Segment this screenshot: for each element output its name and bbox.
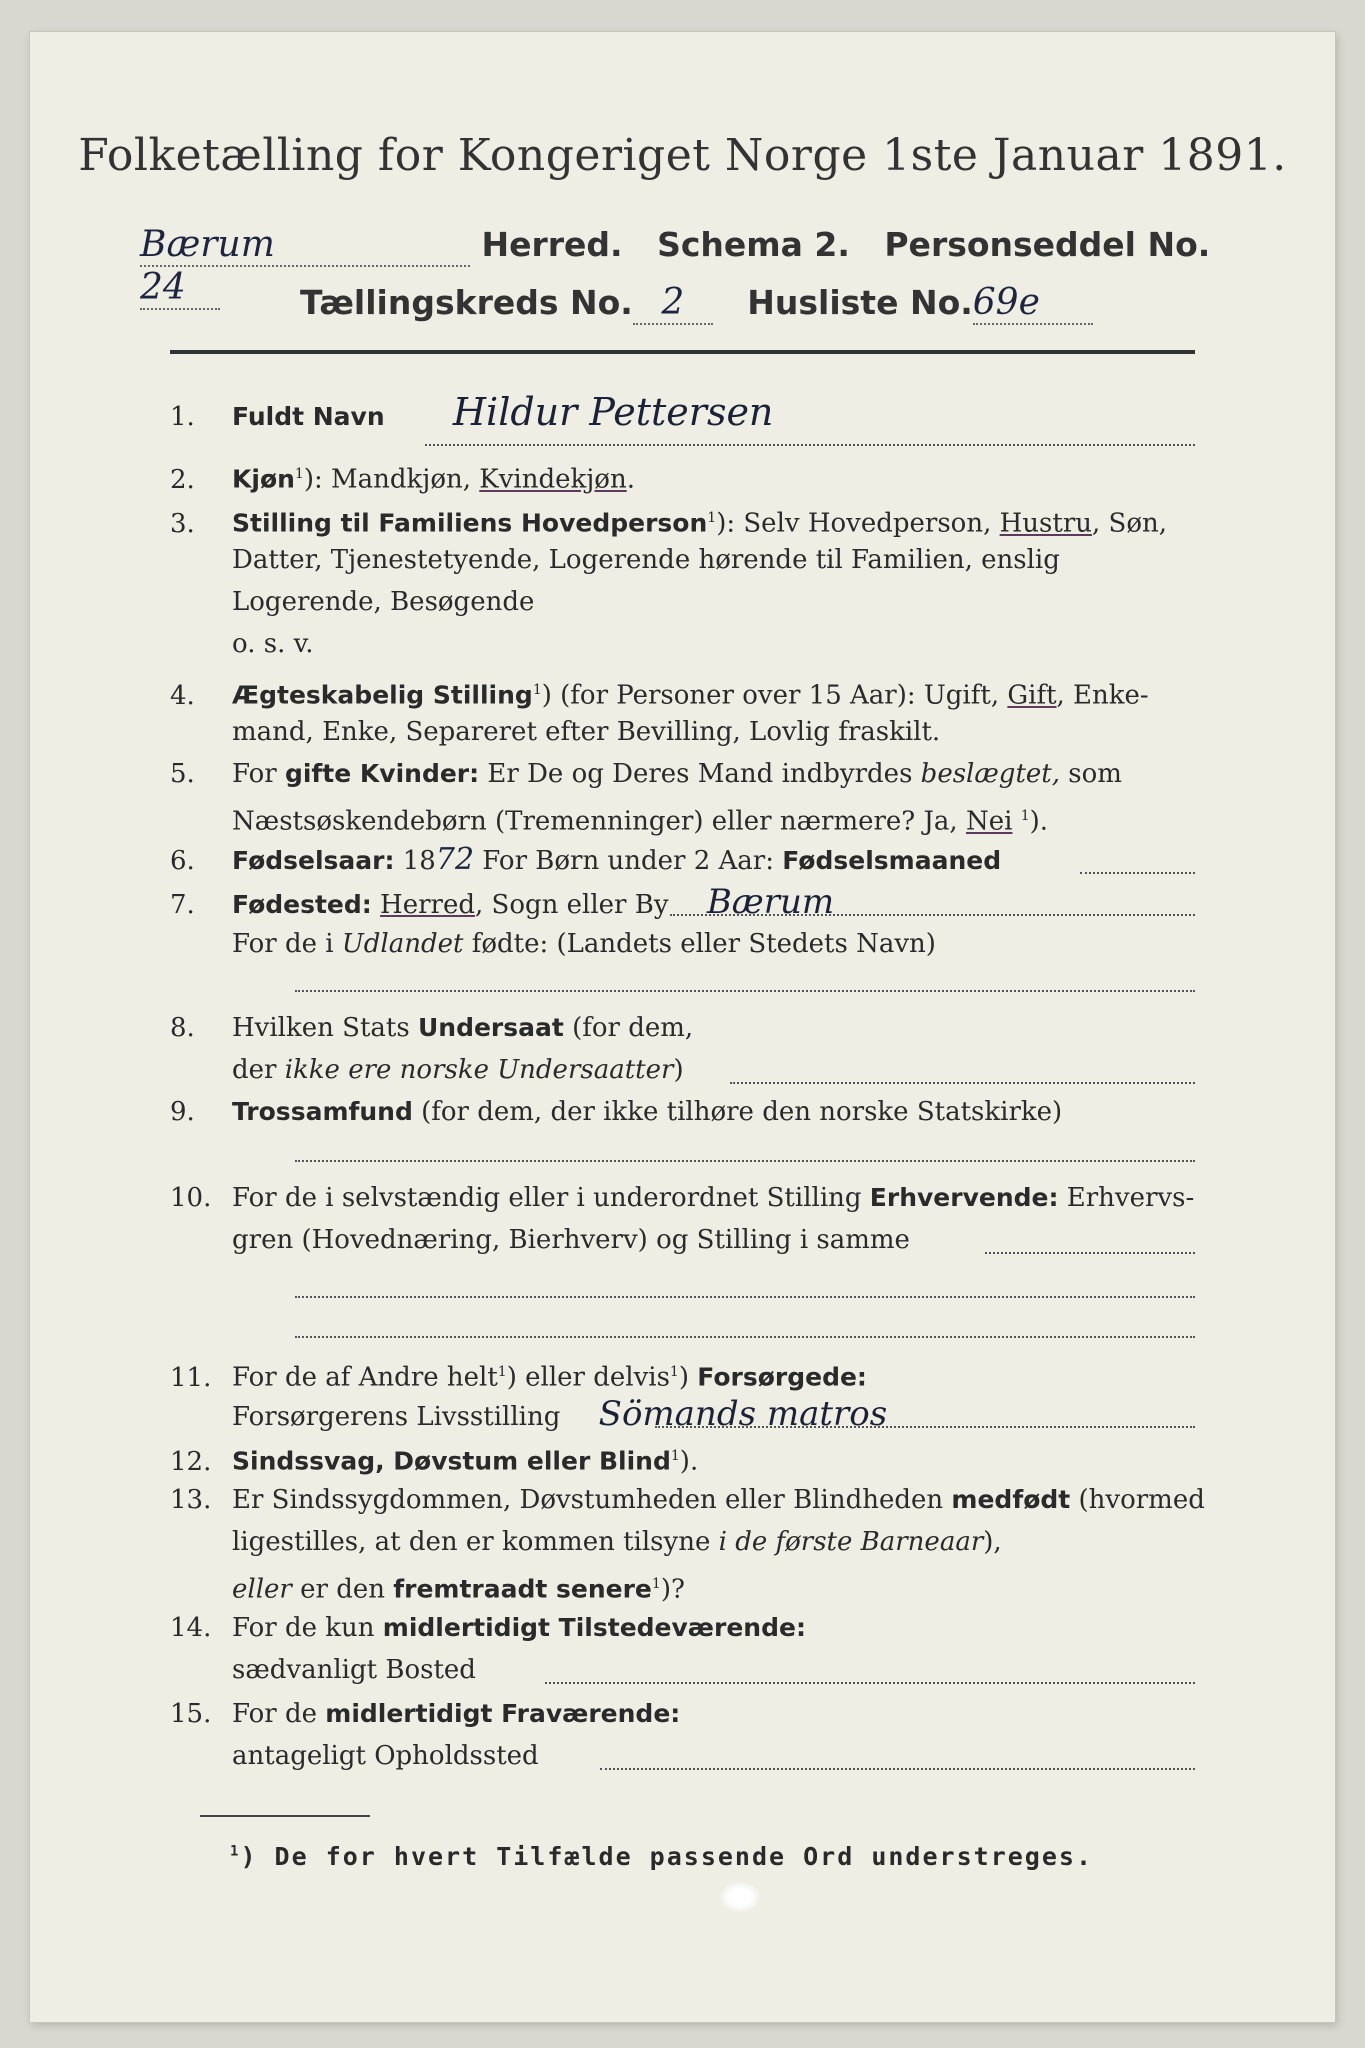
field-15-line2: antageligt Opholdssted bbox=[232, 1741, 539, 1771]
schema-label: Schema 2. bbox=[657, 225, 850, 264]
field-4-marital: 4. Ægteskabelig Stilling$^1$) (for Personer over 15 Aar): Ugift, Gift, Enke- bbox=[170, 680, 1149, 711]
paper-stain bbox=[720, 1882, 760, 1912]
field-5-line2: Næstsøskendebørn (Tremenninger) eller nærmere? Ja, Nei $^1$). bbox=[232, 806, 1049, 837]
header-divider bbox=[170, 350, 1195, 354]
field-7-foreign-dotline bbox=[295, 990, 1195, 992]
field-14-dotline bbox=[545, 1682, 1195, 1684]
field-11-dotline bbox=[655, 1426, 1195, 1428]
field-7-birthplace: 7. Fødested: Herred, Sogn eller By Bærum bbox=[170, 882, 835, 922]
field-10-occupation: 10. For de i selvstændig eller i underordnet Stilling Erhvervende: Erhvervs- bbox=[170, 1183, 1195, 1213]
field-14-temporary-present: 14. For de kun midlertidigt Tilstedeværende: bbox=[170, 1613, 806, 1643]
field-10-line2: gren (Hovednæring, Bierhverv) og Stilling i samme bbox=[232, 1225, 910, 1255]
field-8-citizenship: 8. Hvilken Stats Undersaat (for dem, bbox=[170, 1013, 694, 1043]
field-13-line3: eller er den fremtraadt senere$^1$)? bbox=[232, 1574, 685, 1605]
field-12-disability: 12. Sindssvag, Døvstum eller Blind$^1$). bbox=[170, 1446, 699, 1477]
field-13-line2: ligestilles, at den er kommen tilsyne i de første Barneaar), bbox=[232, 1527, 1002, 1557]
field-11-value: Sömands matros bbox=[598, 1394, 888, 1434]
field-15-dotline bbox=[600, 1768, 1195, 1770]
field-6-value: 72 bbox=[435, 842, 475, 877]
personseddel-number: 24 bbox=[140, 267, 220, 310]
field-9-dotline bbox=[295, 1160, 1195, 1162]
field-8-dotline bbox=[730, 1082, 1195, 1084]
field-1-name: 1. Fuldt Navn Hildur Pettersen bbox=[170, 390, 774, 434]
field-11-line2: Forsørgerens Livsstilling Sömands matros bbox=[232, 1394, 888, 1434]
kreds-number: 2 bbox=[633, 282, 713, 325]
field-7-dotline bbox=[670, 914, 1195, 916]
form-title: Folketælling for Kongeriget Norge 1ste Januar 1891. bbox=[78, 130, 1287, 181]
herred-label: Herred. bbox=[481, 225, 623, 264]
husliste-label: Husliste No. bbox=[747, 283, 973, 322]
footnote-divider bbox=[200, 1815, 370, 1817]
field-8-line2: der ikke ere norske Undersaatter) bbox=[232, 1055, 684, 1085]
field-1-value: Hildur Pettersen bbox=[452, 390, 774, 434]
field-10-dotline-2 bbox=[295, 1296, 1195, 1298]
field-14-line2: sædvanligt Bosted bbox=[232, 1655, 476, 1685]
field-3-line4: o. s. v. bbox=[232, 629, 314, 659]
footnote: $^1$) De for hvert Tilfælde passende Ord understreges. bbox=[230, 1842, 1094, 1871]
field-3-position: 3. Stilling til Familiens Hovedperson$^1$): Selv Hovedperson, Hustru, Søn, bbox=[170, 508, 1168, 539]
field-5-married-women: 5. For gifte Kvinder: Er De og Deres Mand indbyrdes beslægtet, som bbox=[170, 759, 1122, 789]
field-6-birth-year: 6. Fødselsaar: 1872 For Børn under 2 Aar: Fødselsmaaned bbox=[170, 842, 1002, 877]
field-10-dotline-1 bbox=[985, 1252, 1195, 1254]
field-9-religion: 9. Trossamfund (for dem, der ikke tilhøre den norske Statskirke) bbox=[170, 1097, 1063, 1127]
field-4-line2: mand, Enke, Separeret efter Bevilling, Lovlig fraskilt. bbox=[232, 717, 941, 747]
field-3-line3: Logerende, Besøgende bbox=[232, 587, 535, 617]
field-15-temporary-absent: 15. For de midlertidigt Fraværende: bbox=[170, 1699, 681, 1729]
field-6-dotline bbox=[1080, 872, 1195, 874]
personseddel-label: Personseddel No. bbox=[884, 225, 1211, 264]
kreds-line bbox=[300, 282, 1200, 325]
herred-handwritten: Bærum bbox=[140, 224, 470, 267]
field-11-supported: 11. For de af Andre helt$^1$) eller delvis$^1$) Forsørgede: bbox=[170, 1362, 867, 1393]
field-7-line2: For de i Udlandet fødte: (Landets eller Stedets Navn) bbox=[232, 929, 936, 959]
field-10-dotline-3 bbox=[295, 1336, 1195, 1338]
field-1-dotline bbox=[425, 444, 1195, 446]
field-7-value: Bærum bbox=[706, 882, 835, 922]
kreds-label: Tællingskreds No. bbox=[300, 283, 633, 322]
husliste-number: 69e bbox=[973, 282, 1093, 325]
census-form-sheet bbox=[30, 32, 1335, 2022]
field-3-line2: Datter, Tjenestetyende, Logerende hørende til Familien, enslig bbox=[232, 545, 1060, 575]
field-13-congenital: 13. Er Sindssygdommen, Døvstumheden eller Blindheden medfødt (hvormed bbox=[170, 1485, 1205, 1515]
field-2-gender: 2. Kjøn$^1$): Mandkjøn, Kvindekjøn. bbox=[170, 464, 635, 495]
